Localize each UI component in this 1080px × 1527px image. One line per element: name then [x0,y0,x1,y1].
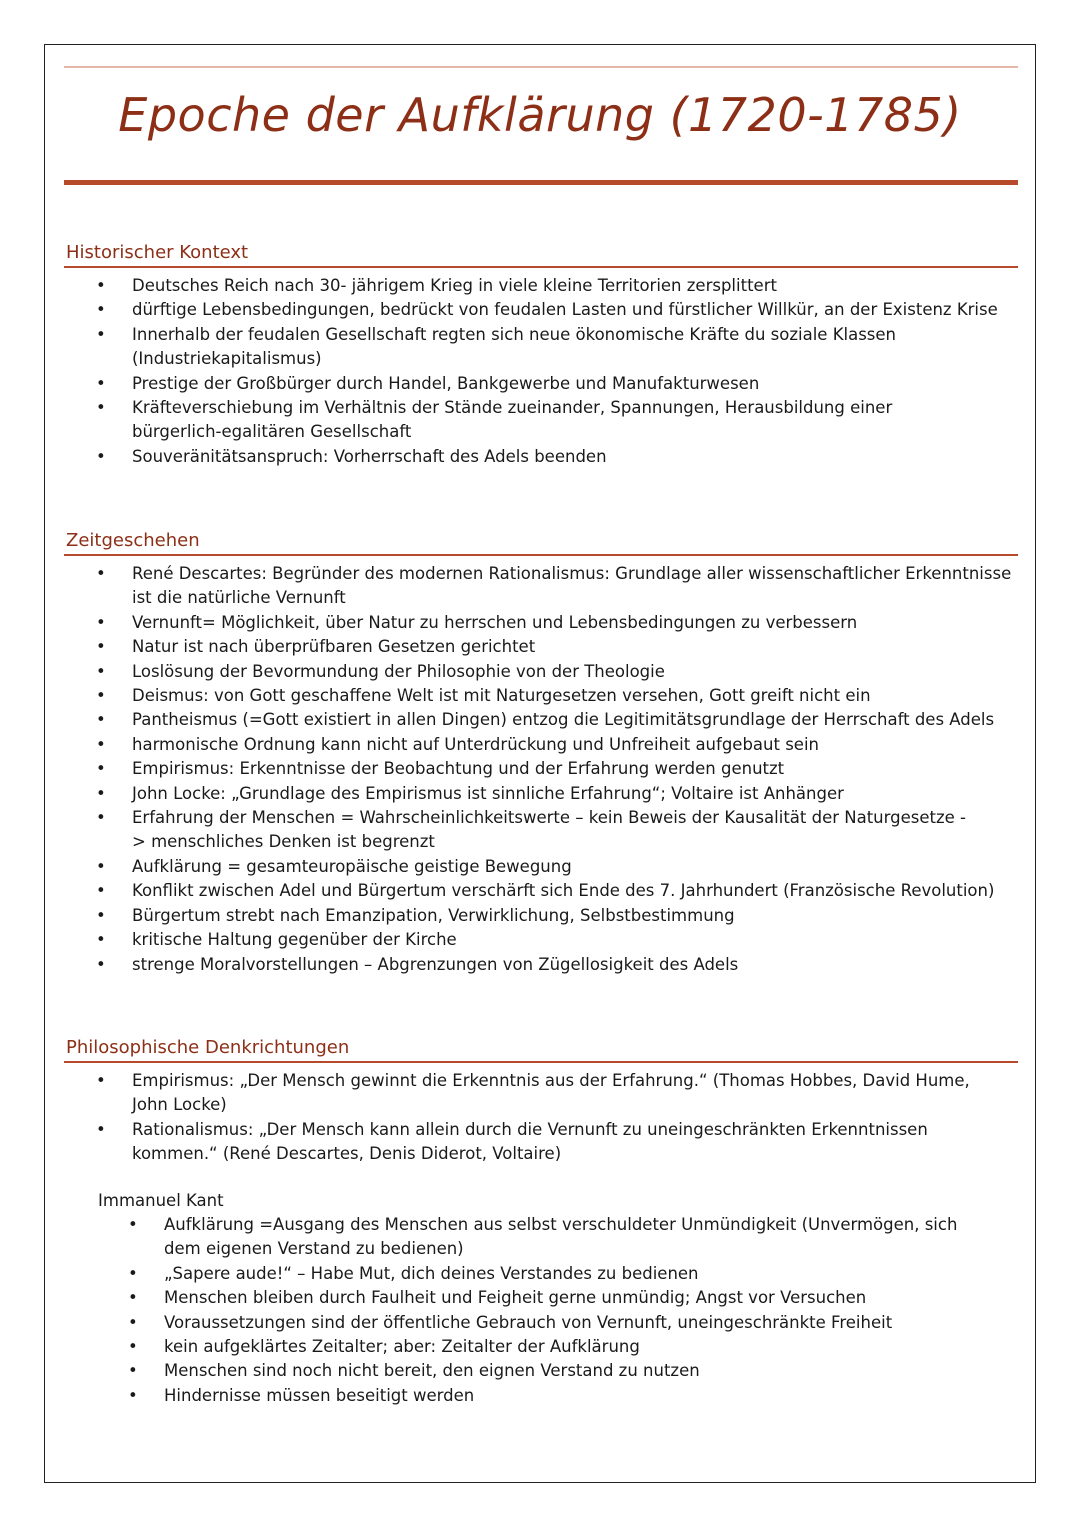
list-item: • Innerhalb der feudalen Gesellschaft regten sich neue ökonomische Kräfte du soziale Klassen (Industriekapitalismus) [96,324,897,369]
bullet-icon: • [96,661,106,681]
top-rule [64,66,1018,68]
section-zeitgeschehen [64,528,1018,977]
list-item: • Deismus: von Gott geschaffene Welt ist mit Naturgesetzen versehen, Gott greift nicht ein [64,684,1018,708]
bullet-icon: • [128,1215,138,1235]
list-item: • Konflikt zwischen Adel und Bürgertum verschärft sich Ende des 7. Jahrhundert (Französische Revolution) [64,879,1018,903]
section-heading: Philosophische Denkrichtungen [64,1035,1018,1063]
bullet-icon: • [96,612,106,632]
list-item: • strenge Moralvorstellungen – Abgrenzungen von Zügellosigkeit des Adels [64,953,1018,977]
list-item: • Kräfteverschiebung im Verhältnis der Stände zueinander, Spannungen, Herausbildung einer bürgerlich-egalitären Gesellschaft [96,398,893,442]
list-item: • Prestige der Großbürger durch Handel, Bankgewerbe und Manufakturwesen [64,372,1018,396]
list-item: • John Locke: „Grundlage des Empirismus ist sinnliche Erfahrung“; Voltaire ist Anhänger [64,782,1018,806]
list-item: • kritische Haltung gegenüber der Kirche [64,928,1018,952]
subheading-immanuel-kant: Immanuel Kant [98,1190,224,1210]
title-rule [64,180,1018,185]
bullet-icon: • [128,1385,138,1405]
bullet-icon: • [96,808,106,828]
list-item: • Hindernisse müssen beseitigt werden [64,1384,1018,1408]
bullet-icon: • [96,564,106,583]
list-item: • Voraussetzungen sind der öffentliche Gebrauch von Vernunft, uneingeschränkte Freiheit [64,1311,1018,1335]
list-item: • Bürgertum strebt nach Emanzipation, Verwirklichung, Selbstbestimmung [64,904,1018,928]
bullet-icon: • [96,686,106,706]
bullet-icon: • [128,1263,138,1283]
bullet-icon: • [96,324,106,344]
list-item: • Empirismus: „Der Mensch gewinnt die Erkenntnis aus der Erfahrung.“ (Thomas Hobbes, David Hume, John Locke) [96,1071,970,1115]
list-item: • Empirismus: Erkenntnisse der Beobachtung und der Erfahrung werden genutzt [64,757,1018,781]
bullet-icon: • [96,930,106,950]
list-item: • Menschen sind noch nicht bereit, den eignen Verstand zu nutzen [64,1359,1018,1383]
bullet-icon: • [128,1312,138,1332]
list-item: • Aufklärung = gesamteuropäische geistige Bewegung [64,855,1018,879]
bullet-list [64,562,1018,977]
list-item: • kein aufgeklärtes Zeitalter; aber: Zeitalter der Aufklärung [64,1335,1018,1359]
bullet-list [64,1069,1018,1167]
bullet-icon: • [128,1288,138,1308]
list-item: • Loslösung der Bevormundung der Philosophie von der Theologie [64,660,1018,684]
nested-bullet-list [64,1213,1018,1408]
list-item: • „Sapere aude!“ – Habe Mut, dich deines Verstandes zu bedienen [64,1262,1018,1286]
list-item: • Deutsches Reich nach 30- jährigem Krieg in viele kleine Territorien zersplittert [64,274,1018,298]
list-item: • Aufklärung =Ausgang des Menschen aus selbst verschuldeter Unmündigkeit (Unvermögen, sich dem eigenen Verstand zu bedienen) [128,1215,958,1259]
list-item: • dürftige Lebensbedingungen, bedrückt von feudalen Lasten und fürstlicher Willkür, an der Existenz Krise [64,298,1018,322]
bullet-icon: • [96,954,106,974]
list-item: • Menschen bleiben durch Faulheit und Feigheit gerne unmündig; Angst vor Versuchen [64,1286,1018,1310]
bullet-icon: • [96,398,106,418]
bullet-icon: • [96,881,106,901]
bullet-icon: • [96,710,106,730]
page-title: Epoche der Aufklärung (1720-1785) [118,88,962,142]
list-item: • René Descartes: Begründer des modernen Rationalismus: Grundlage aller wissenschaftlicher Erkenntnisse ist die natürliche Vernunft [96,564,1012,608]
list-item: • Erfahrung der Menschen = Wahrscheinlichkeitswerte – kein Beweis der Kausalität der Naturgesetze -> menschliches Denken ist begrenzt [96,808,966,852]
bullet-icon: • [96,637,106,657]
bullet-icon: • [96,300,106,320]
bullet-list [64,274,1018,469]
bullet-icon: • [96,759,106,779]
bullet-icon: • [128,1361,138,1381]
bullet-icon: • [96,1071,106,1090]
bullet-icon: • [96,905,106,925]
list-item: • Rationalismus: „Der Mensch kann allein durch die Vernunft zu uneingeschränkten Erkenntnissen kommen.“ (René Descartes, Denis Diderot, Voltaire) [96,1119,928,1164]
list-item: • Pantheismus (=Gott existiert in allen Dingen) entzog die Legitimitätsgrundlage der Herrschaft des Adels [64,708,1018,732]
bullet-icon: • [96,734,106,754]
bullet-icon: • [96,856,106,876]
section-philosophische-denkrichtungen [64,1035,1018,1408]
bullet-icon: • [96,1119,106,1139]
bullet-icon: • [96,373,106,393]
bullet-icon: • [96,276,106,295]
bullet-icon: • [96,783,106,803]
bullet-icon: • [96,446,106,466]
list-item: • Souveränitätsanspruch: Vorherrschaft des Adels beenden [64,445,1018,469]
list-item: • Vernunft= Möglichkeit, über Natur zu herrschen und Lebensbedingungen zu verbessern [64,611,1018,635]
bullet-icon: • [128,1337,138,1357]
section-historischer-kontext [64,240,1018,469]
list-item: • harmonische Ordnung kann nicht auf Unterdrückung und Unfreiheit aufgebaut sein [64,733,1018,757]
section-heading: Zeitgeschehen [64,528,1018,556]
section-heading: Historischer Kontext [64,240,1018,268]
list-item: • Natur ist nach überprüfbaren Gesetzen gerichtet [64,635,1018,659]
